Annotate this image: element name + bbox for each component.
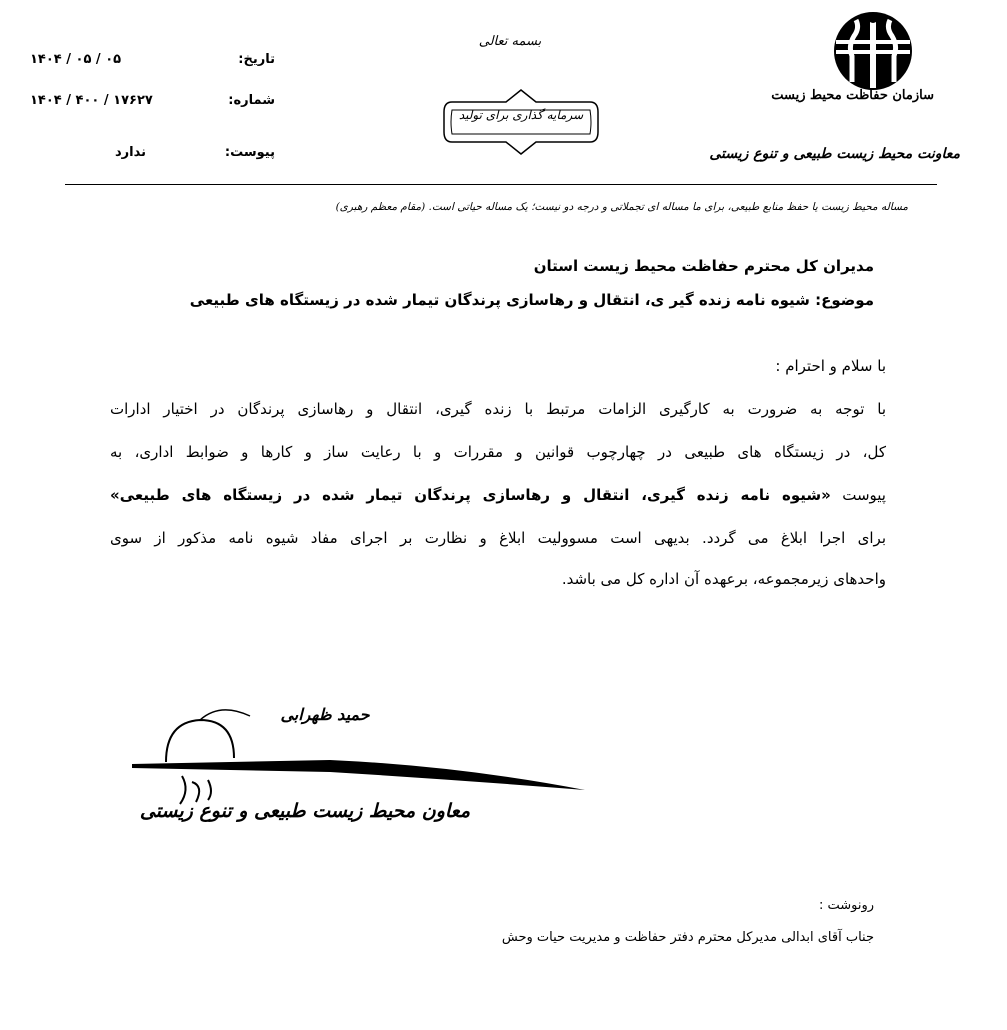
body-text: پیوست: [842, 486, 886, 504]
body-line: با توجه به ضرورت به کارگیری الزامات مرتبط با زنده گیری، انتقال و رهاسازی پرندگان در اختیار ادارات: [110, 400, 886, 418]
signer-name: حمید ظهرابی: [280, 705, 370, 724]
date-value: ۱۴۰۴ / ۰۵ / ۰۵: [30, 52, 122, 67]
letter-number-value: ۱۴۰۴ / ۴۰۰ / ۱۷۶۲۷: [30, 93, 153, 108]
cc-label: رونوشت :: [818, 898, 874, 913]
deputy-office-name: معاونت محیط زیست طبیعی و تنوع زیستی: [709, 146, 960, 162]
organization-logo-icon: [832, 10, 914, 92]
letter-number-label: شماره:: [228, 93, 275, 108]
letter-number-row: [30, 93, 275, 115]
attachment-label: پیوست:: [224, 145, 275, 160]
guideline-title: «شیوه نامه زنده گیری، انتقال و رهاسازی پرندگان تیمار شده در زیستگاه های طبیعی»: [110, 486, 831, 504]
addressee: مدیران کل محترم حفاظت محیط زیست استان: [533, 257, 874, 275]
letter-subject: موضوع: شیوه نامه زنده گیر ی، انتقال و رهاسازی پرندگان تیمار شده در زیستگاه های طبیعی: [189, 291, 874, 309]
body-line: کل، در زیستگاه های طبیعی در چهارچوب قوانین و مقررات و با رعایت ساز و کارها و ضوابط اداری، به: [110, 443, 886, 461]
slogan-text: سرمایه گذاری برای تولید: [458, 108, 584, 122]
date-row: [30, 52, 275, 74]
date-label: تاریخ:: [238, 52, 275, 67]
leader-quote: مساله محیط زیست یا حفظ منابع طبیعی، برای ما مساله ای تجملاتی و درجه دو نیست؛ یک مساله حیاتی است. (مقام معظم رهبری): [335, 201, 908, 213]
attachment-row: [30, 145, 275, 167]
header-divider: [65, 184, 937, 185]
signer-title: معاون محیط زیست طبیعی و تنوع زیستی: [139, 800, 470, 822]
bismillah-heading: بسمه تعالی: [478, 34, 542, 49]
body-line: برای اجرا ابلاغ می گردد. بدیهی است مسوولیت ابلاغ و نظارت بر اجرای مفاد شیوه نامه مذکور از سوی: [110, 529, 886, 547]
organization-name: سازمان حفاظت محیط زیست: [771, 88, 934, 103]
slogan-banner-frame: [440, 88, 602, 156]
body-line: [110, 483, 886, 523]
attachment-value: ندارد: [115, 145, 147, 160]
body-line: واحدهای زیرمجموعه، برعهده آن اداره کل می باشد.: [561, 570, 886, 588]
cc-recipient: جناب آقای ابدالی مدیرکل محترم دفتر حفاظت و مدیریت حیات وحش: [501, 930, 874, 945]
greeting: با سلام و احترام :: [775, 357, 886, 375]
